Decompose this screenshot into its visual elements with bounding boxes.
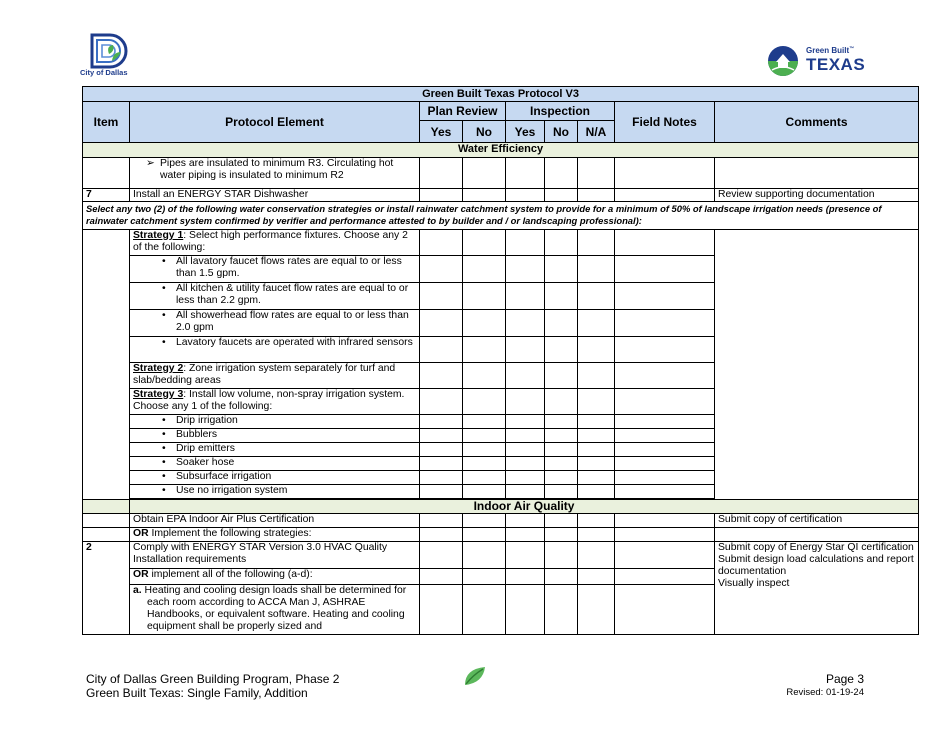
table-row bbox=[83, 158, 919, 189]
list-item: • All lavatory faucet flows rates are equal to or less than 1.5 gpm. bbox=[83, 256, 919, 283]
list-item: • All kitchen & utility faucet flow rates are equal to or less than 2.2 gpm. bbox=[83, 283, 919, 310]
table-row bbox=[83, 514, 919, 528]
bullet-icon: • bbox=[162, 310, 166, 321]
section-indoor-air-quality: Indoor Air Quality bbox=[130, 500, 919, 514]
footer-page-info bbox=[786, 672, 864, 700]
page-number: Page 3 bbox=[825, 672, 864, 686]
dishwasher-comment: Review supporting documentation bbox=[715, 189, 919, 202]
pipes-insulation-text: ➢ Pipes are insulated to minimum R3. Circulating hot water piping is insulated to minimum R2 bbox=[130, 158, 420, 189]
col-header-field-notes: Field Notes bbox=[615, 102, 715, 143]
list-item: • Lavatory faucets are operated with infrared sensors bbox=[83, 337, 919, 363]
list-item: • Drip emitters bbox=[83, 443, 919, 457]
arrow-bullet-icon: ➢ bbox=[146, 158, 155, 169]
table-row bbox=[83, 189, 919, 202]
table-row bbox=[83, 542, 919, 569]
section-water-efficiency: Water Efficiency bbox=[83, 143, 919, 158]
col-header-plan-yes: Yes bbox=[420, 121, 463, 143]
strategy-3-text: Strategy 3: Install low volume, non-spray irrigation system. Choose any 1 of the following: bbox=[130, 389, 420, 415]
epa-certification-text: Obtain EPA Indoor Air Plus Certification bbox=[130, 514, 420, 528]
design-loads-text: a. Heating and cooling design loads shall be determined for each room according to ACCA Man J, ASHRAE Handbooks, or equivalent software. Heating and cooling equipment shall be properly sized and bbox=[130, 585, 420, 635]
col-header-plan-review: Plan Review bbox=[420, 102, 506, 121]
protocol-table bbox=[82, 86, 919, 635]
hvac-comments: Submit copy of Energy Star QI certification Submit design load calculations and report documentation Visually inspect bbox=[715, 542, 919, 635]
bullet-icon: • bbox=[162, 443, 166, 454]
col-header-comments: Comments bbox=[715, 102, 919, 143]
col-header-protocol-element: Protocol Element bbox=[130, 102, 420, 143]
col-header-inspection: Inspection bbox=[506, 102, 615, 121]
or-implement-all-text: OR implement all of the following (a-d): bbox=[130, 569, 420, 585]
col-header-insp-no: No bbox=[545, 121, 578, 143]
footer-program-info bbox=[86, 672, 339, 700]
col-header-insp-na: N/A bbox=[578, 121, 615, 143]
leaf-icon bbox=[463, 665, 487, 687]
water-strategies-note: Select any two (2) of the following water conservation strategies or install rainwater catchment system to provide for a minimum of 50% of landscape irrigation needs (presence of rainwater catchment system confirmed by verifier and performance attested to by builder and / or landscaping professional): bbox=[83, 202, 919, 230]
footer-line-2: Green Built Texas: Single Family, Addition bbox=[86, 686, 308, 700]
item-number: 7 bbox=[83, 189, 130, 202]
bullet-icon: • bbox=[162, 256, 166, 267]
bullet-icon: • bbox=[162, 485, 166, 496]
bullet-icon: • bbox=[162, 429, 166, 440]
list-item: • Drip irrigation bbox=[83, 415, 919, 429]
col-header-insp-yes: Yes bbox=[506, 121, 545, 143]
city-logo-text: City of Dallas bbox=[80, 68, 128, 77]
list-item: • Soaker hose bbox=[83, 457, 919, 471]
bullet-icon: • bbox=[162, 415, 166, 426]
table-row bbox=[83, 230, 919, 256]
energy-star-hvac-text: Comply with ENERGY STAR Version 3.0 HVAC Quality Installation requirements bbox=[130, 542, 420, 569]
table-row bbox=[83, 528, 919, 542]
footer-line-1: City of Dallas Green Building Program, Phase 2 bbox=[86, 672, 340, 686]
list-item: • Subsurface irrigation bbox=[83, 471, 919, 485]
strategies-comment bbox=[715, 230, 919, 500]
list-item: • Bubblers bbox=[83, 429, 919, 443]
strategy-2-text: Strategy 2: Zone irrigation system separately for turf and slab/bedding areas bbox=[130, 363, 420, 389]
bullet-icon: • bbox=[162, 457, 166, 468]
bullet-icon: • bbox=[162, 283, 166, 294]
strategy-1-text: Strategy 1: Select high performance fixtures. Choose any 2 of the following: bbox=[130, 230, 420, 256]
item-number: 2 bbox=[83, 542, 130, 635]
or-implement-strategies-text: OR Implement the following strategies: bbox=[130, 528, 420, 542]
gbt-logo-small-text: Green Built™ bbox=[806, 46, 855, 55]
table-title: Green Built Texas Protocol V3 bbox=[83, 87, 919, 102]
gbt-logo-big-text: TEXAS bbox=[806, 55, 866, 74]
epa-comment: Submit copy of certification bbox=[715, 514, 919, 528]
col-header-plan-no: No bbox=[463, 121, 506, 143]
revised-date: Revised: 01-19-24 bbox=[786, 687, 864, 698]
bullet-icon: • bbox=[162, 471, 166, 482]
col-header-item: Item bbox=[83, 102, 130, 143]
dishwasher-text: Install an ENERGY STAR Dishwasher bbox=[130, 189, 420, 202]
list-item: • Use no irrigation system bbox=[83, 485, 919, 499]
bullet-icon: • bbox=[162, 337, 166, 348]
list-item: • All showerhead flow rates are equal to or less than 2.0 gpm bbox=[83, 310, 919, 337]
